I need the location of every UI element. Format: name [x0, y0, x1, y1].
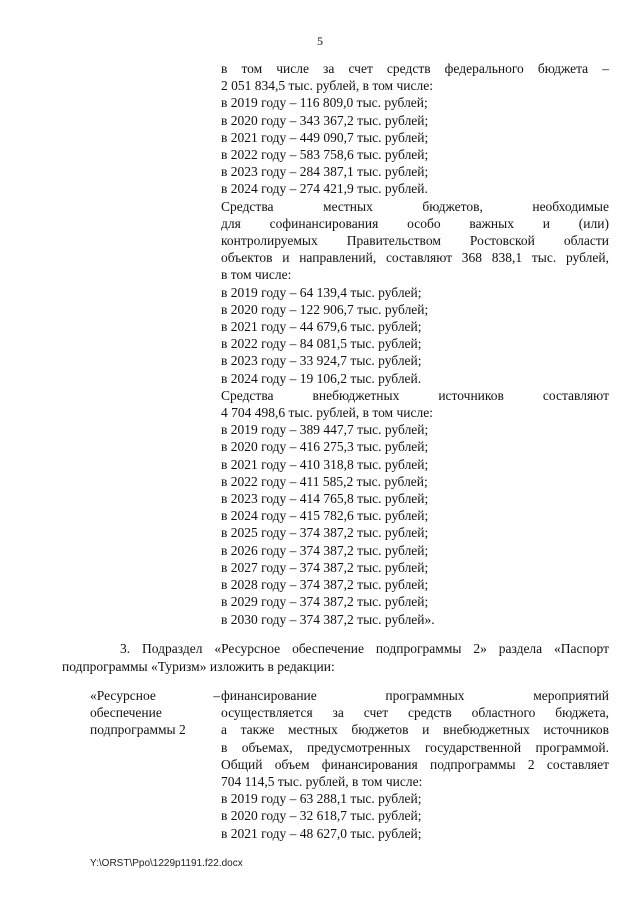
subprogram-year-item: в 2021 году – 48 627,0 тыс. рублей; — [221, 825, 422, 841]
offbudget-year-item: в 2029 году – 374 387,2 тыс. рублей; — [221, 594, 429, 610]
file-path-footer: Y:\ORST\Ppo\1229p1191.f22.docx — [90, 858, 243, 869]
section-line-1: 3. Подраздел «Ресурсное обеспечение подпрограммы 2» раздела «Паспорт — [120, 641, 609, 656]
offbudget-year-item: в 2020 году – 416 275,3 тыс. рублей; — [221, 439, 429, 455]
offbudget-year-item: в 2027 году – 374 387,2 тыс. рублей; — [221, 559, 429, 575]
subprogram-line-4: в объемах, предусмотренных государственной программой. — [221, 739, 609, 755]
resource-label-text: обеспечение — [90, 705, 162, 721]
subprogram-line-3: а также местных бюджетов и внебюджетных источников — [221, 722, 609, 738]
offbudget-word: внебюджетных — [312, 387, 400, 403]
offbudget-year-item: в 2028 году – 374 387,2 тыс. рублей; — [221, 577, 429, 593]
local-line-2: для софинансирования особо важных и (или) — [221, 215, 609, 231]
federal-line-1: в том числе за счет средств федерального бюджета – — [221, 61, 609, 76]
offbudget-year-item: в 2025 году – 374 387,2 тыс. рублей; — [221, 525, 429, 541]
offbudget-word: составляют — [542, 387, 609, 403]
local-line-3: контролируемых Правительством Ростовской области — [221, 233, 609, 249]
federal-line-2: 2 051 834,5 тыс. рублей, в том числе: — [221, 78, 433, 94]
section-paragraph — [62, 640, 609, 676]
local-line-1 — [221, 198, 609, 215]
offbudget-word: источников — [438, 387, 504, 403]
resource-label-row-1 — [90, 687, 220, 704]
subprogram-word: программных — [385, 688, 465, 703]
offbudget-year-item: в 2030 году – 374 387,2 тыс. рублей». — [221, 611, 435, 627]
local-word: бюджетов, — [422, 198, 483, 214]
funding-text-block — [221, 60, 609, 628]
offbudget-year-list — [221, 421, 609, 627]
offbudget-line-2: 4 704 498,6 тыс. рублей, в том числе: — [221, 405, 433, 421]
local-line-4: объектов и направлений, составляют 368 838,1 тыс. рублей, — [221, 250, 609, 266]
federal-year-list — [221, 94, 609, 197]
resource-label-text: «Ресурсное — [90, 688, 156, 703]
offbudget-year-item: в 2026 году – 374 387,2 тыс. рублей; — [221, 542, 429, 558]
subprogram-line-5: Общий объем финансирования подпрограммы 2 составляет — [221, 756, 609, 772]
offbudget-year-item: в 2019 году – 389 447,7 тыс. рублей; — [221, 422, 429, 438]
resource-label-text: подпрограммы 2 — [90, 722, 186, 738]
resource-label-dash: – — [213, 688, 220, 703]
page-number: 5 — [317, 34, 323, 48]
local-word: необходимые — [532, 198, 609, 214]
offbudget-year-item: в 2024 году – 415 782,6 тыс. рублей; — [221, 508, 429, 524]
offbudget-year-item: в 2022 году – 411 585,2 тыс. рублей; — [221, 473, 428, 489]
local-year-item: в 2020 году – 122 906,7 тыс. рублей; — [221, 301, 429, 317]
federal-year-item: в 2020 году – 343 367,2 тыс. рублей; — [221, 112, 429, 128]
resource-label — [90, 687, 220, 739]
subprogram-line-2: осуществляется за счет средств областного бюджета, — [221, 705, 609, 721]
subprogram-text-block — [221, 687, 609, 842]
local-word: местных — [323, 198, 373, 214]
federal-year-item: в 2023 году – 284 387,1 тыс. рублей; — [221, 164, 429, 180]
subprogram-line-1 — [221, 687, 609, 704]
local-year-item: в 2022 году – 84 081,5 тыс. рублей; — [221, 336, 422, 352]
local-year-item: в 2019 году – 64 139,4 тыс. рублей; — [221, 284, 422, 300]
subprogram-word: мероприятий — [533, 688, 609, 703]
federal-year-item: в 2024 году – 274 421,9 тыс. рублей. — [221, 181, 428, 197]
local-year-item: в 2021 году – 44 679,6 тыс. рублей; — [221, 319, 422, 335]
offbudget-year-item: в 2023 году – 414 765,8 тыс. рублей; — [221, 491, 429, 507]
offbudget-word: Средства — [221, 387, 274, 403]
subprogram-year-list — [221, 790, 609, 842]
federal-year-item: в 2022 году – 583 758,6 тыс. рублей; — [221, 147, 429, 163]
section-line-2: подпрограммы «Туризм» изложить в редакции: — [62, 659, 335, 674]
offbudget-year-item: в 2021 году – 410 318,8 тыс. рублей; — [221, 456, 429, 472]
local-year-item: в 2024 году – 19 106,2 тыс. рублей. — [221, 370, 422, 386]
subprogram-line-6: 704 114,5 тыс. рублей, в том числе: — [221, 774, 423, 790]
offbudget-line-1 — [221, 387, 609, 404]
local-word: Средства — [221, 198, 274, 214]
local-year-item: в 2023 году – 33 924,7 тыс. рублей; — [221, 353, 422, 369]
subprogram-year-item: в 2019 году – 63 288,1 тыс. рублей; — [221, 791, 422, 807]
federal-year-item: в 2019 году – 116 809,0 тыс. рублей; — [221, 95, 428, 111]
subprogram-word: финансирование — [221, 688, 317, 703]
local-line-5: в том числе: — [221, 267, 292, 283]
subprogram-year-item: в 2020 году – 32 618,7 тыс. рублей; — [221, 808, 422, 824]
local-year-list — [221, 284, 609, 387]
federal-year-item: в 2021 году – 449 090,7 тыс. рублей; — [221, 129, 429, 145]
